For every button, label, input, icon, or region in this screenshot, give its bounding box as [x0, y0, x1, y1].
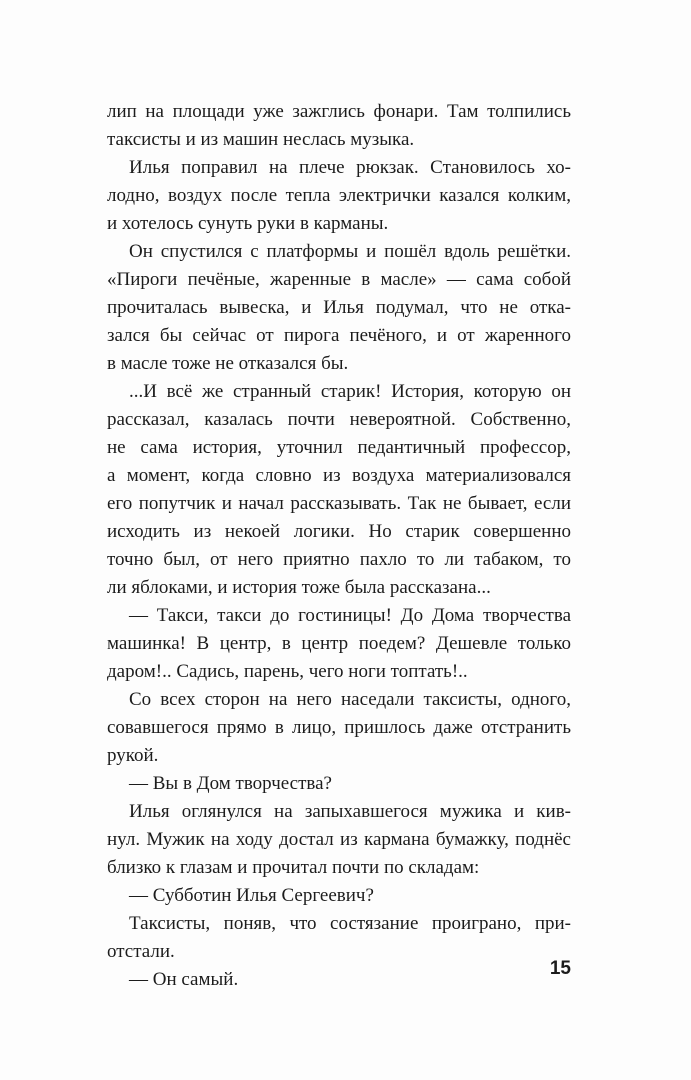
text-line: ...И всё же странный старик! История, которую он: [129, 381, 571, 402]
page-number: 15: [549, 958, 571, 979]
text-line: лип на площади уже зажглись фонари. Там толпились: [107, 101, 571, 122]
text-line: близко к глазам и прочитал почти по складам:: [107, 857, 480, 878]
text-line: — Вы в Дом творчества?: [129, 773, 332, 794]
text-line: ли яблоками, и история тоже была рассказана...: [107, 577, 491, 598]
text-line: в масле тоже не отказался бы.: [107, 353, 349, 374]
text-line: — Он самый.: [129, 969, 239, 990]
text-line: «Пироги печёные, жаренные в масле» — сама собой: [107, 269, 571, 290]
text-line: рукой.: [107, 745, 159, 766]
text-line: лодно, воздух после тепла электрички казался колким,: [107, 185, 571, 206]
text-line: и хотелось сунуть руки в карманы.: [107, 213, 389, 234]
text-line: отстали.: [107, 941, 175, 962]
text-line: Он спустился с платформы и пошёл вдоль решётки.: [129, 241, 571, 262]
text-line: Илья оглянулся на запыхавшегося мужика и кив-: [129, 801, 571, 822]
text-line: Таксисты, поняв, что состязание проиграно, при-: [129, 913, 571, 934]
text-line: рассказал, казалась почти невероятной. Собственно,: [107, 409, 571, 430]
text-line: исходить из некоей логики. Но старик совершенно: [107, 521, 571, 542]
text-line: нул. Мужик на ходу достал из кармана бумажку, поднёс: [107, 829, 571, 850]
text-line: не сама история, уточнил педантичный профессор,: [107, 437, 571, 458]
text-line: совавшегося прямо в лицо, пришлось даже отстранить: [107, 717, 571, 738]
text-line: даром!.. Садись, парень, чего ноги топтать!..: [107, 661, 468, 682]
text-line: — Субботин Илья Сергеевич?: [129, 885, 374, 906]
body-text: [107, 98, 571, 994]
text-line: машинка! В центр, в центр поедем? Дешевле только: [107, 633, 571, 654]
text-line: таксисты и из машин неслась музыка.: [107, 129, 415, 150]
text-line: Со всех сторон на него наседали таксисты, одного,: [129, 689, 571, 710]
text-line: его попутчик и начал рассказывать. Так не бывает, если: [107, 493, 571, 514]
text-line: а момент, когда словно из воздуха материализовался: [107, 465, 571, 486]
text-line: зался бы сейчас от пирога печёного, и от жаренного: [107, 325, 571, 346]
text-line: прочиталась вывеска, и Илья подумал, что не отка-: [107, 297, 571, 318]
text-line: — Такси, такси до гостиницы! До Дома творчества: [129, 605, 571, 626]
text-line: Илья поправил на плече рюкзак. Становилось хо-: [129, 157, 571, 178]
text-line: точно был, от него приятно пахло то ли табаком, то: [107, 549, 571, 570]
